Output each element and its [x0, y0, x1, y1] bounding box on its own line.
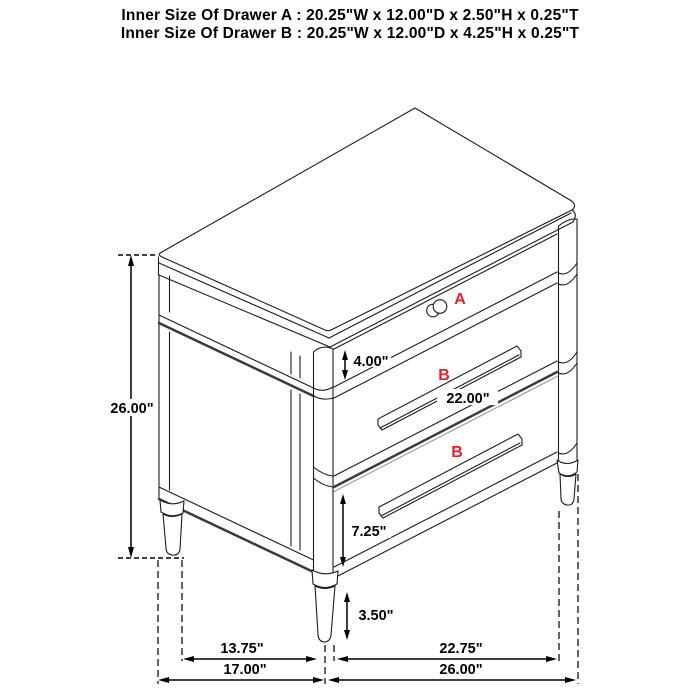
- overall-depth-arrow-right: [313, 677, 324, 683]
- height-arrow-up: [128, 255, 134, 266]
- overall-depth-label: 17.00": [223, 662, 267, 678]
- overall-width-arrow-left: [328, 677, 339, 683]
- right-leg-collar: [557, 460, 578, 476]
- front-leg-collar: [312, 570, 338, 588]
- dim-leg-height: [344, 592, 397, 640]
- right-post-collar-a1: [559, 263, 578, 274]
- left-side-panel: [159, 275, 314, 572]
- spec-line-drawer-b: Inner Size Of Drawer B : 20.25"W x 12.00"D x 4.25"H x 0.25"T: [120, 25, 580, 42]
- drawer-b-height-label: 7.25": [351, 524, 387, 540]
- drawer-b-middle-label-letter: B: [438, 367, 450, 384]
- front-post-cap: [314, 347, 334, 352]
- overall-width-label: 26.00": [439, 662, 483, 678]
- drawer-a-knob: [427, 300, 447, 317]
- right-corner-post: [559, 219, 578, 462]
- left-leg: [163, 514, 182, 555]
- height-arrow-down: [128, 547, 134, 558]
- right-leg: [560, 474, 576, 505]
- drawer-b-bottom-label-letter: B: [451, 444, 463, 461]
- front-corner-post: [314, 347, 334, 578]
- side-bottom-rail-line: [159, 487, 314, 560]
- leg-arrow-up: [344, 592, 350, 602]
- handle-length-label: 22.00": [446, 391, 490, 407]
- top-slab: [159, 108, 576, 347]
- inner-side-arrow-right: [306, 656, 317, 662]
- spec-line-drawer-a: Inner Size Of Drawer A : 20.25"W x 12.00"D x 2.50"H x 0.25"T: [121, 7, 579, 24]
- right-post-collar-a2: [559, 274, 578, 285]
- dim-overall-spans: [158, 662, 576, 683]
- inner-side-arrow-left: [183, 656, 194, 662]
- front-post-collar-b1: [314, 467, 334, 476]
- front-leg: [315, 586, 335, 642]
- inner-front-arrow-right: [546, 656, 557, 662]
- overall-width-arrow-right: [565, 677, 576, 683]
- top-face: [159, 108, 574, 331]
- side-top-rail-line: [159, 315, 314, 388]
- right-post-collar-b1: [559, 352, 578, 363]
- leg-arrow-down: [344, 630, 350, 640]
- drawer-b-middle-handle: [378, 346, 521, 430]
- drawer-b-arrow-up: [340, 494, 346, 504]
- inner-front-label: 22.75": [439, 641, 483, 657]
- side-top-rail-edge: [159, 323, 314, 396]
- dim-handle-length: [437, 389, 498, 407]
- inner-side-label: 13.75": [220, 641, 264, 657]
- right-post-collar-b2: [559, 363, 578, 374]
- front-post-collar-a2: [314, 396, 334, 399]
- dim-drawer-a-height: [342, 350, 391, 380]
- left-leg-collar: [160, 500, 184, 516]
- height-label: 26.00": [110, 401, 154, 417]
- overall-depth-arrow-left: [158, 677, 169, 683]
- front-post-collar-b2: [314, 478, 334, 487]
- leg-height-label: 3.50": [358, 608, 394, 624]
- top-slab-right-cap: [572, 210, 575, 222]
- inner-front-arrow-left: [337, 656, 348, 662]
- drawer-a-height-label: 4.00": [353, 354, 389, 370]
- drawer-a-label-letter: A: [454, 291, 466, 308]
- right-post-collar-c1: [559, 443, 578, 454]
- front-post-collar-a1: [314, 387, 334, 390]
- drawer-b-arrow-down: [340, 557, 346, 567]
- drawer-a-arrow-up: [342, 350, 348, 360]
- knob-front-disc: [433, 300, 447, 314]
- dim-inner-spans: [183, 641, 557, 662]
- drawer-a-arrow-down: [342, 370, 348, 380]
